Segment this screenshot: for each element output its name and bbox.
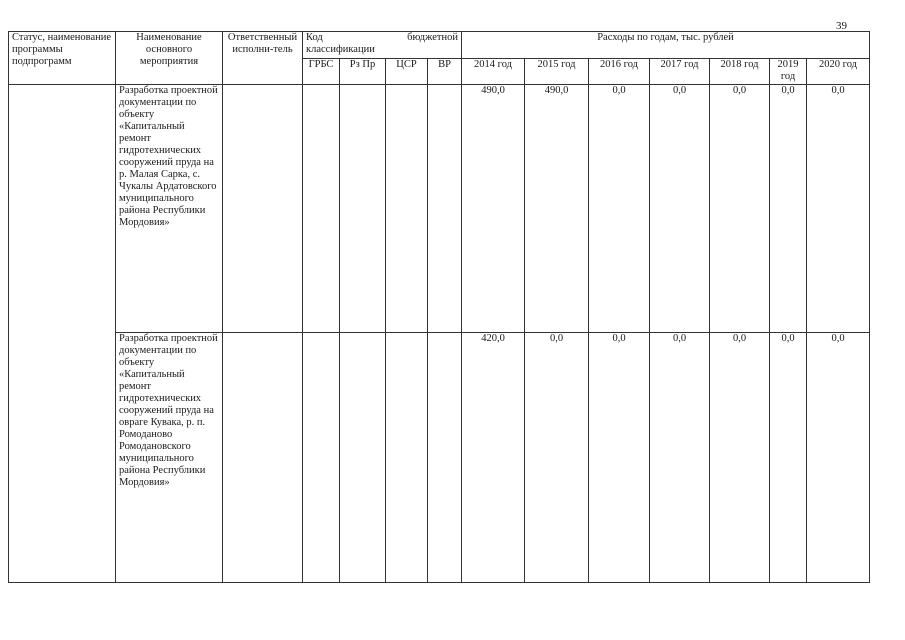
code-csr-cell [386,85,428,333]
code-vr-cell [428,333,462,583]
code-grbs-cell [303,333,340,583]
activity-name: Разработка проектной документации по объекту «Капитальный ремонт гидротехнических сооружений пруда на р. Малая Сарка, с. Чукалы Ардатовского муниципального района Республики Мордовия» [116,85,223,333]
header-expenses: Расходы по годам, тыс. рублей [462,32,870,59]
header-year-2014: 2014 год [462,59,525,85]
code-grbs-cell [303,85,340,333]
header-code-grbs: ГРБС [303,59,340,85]
value-2020: 0,0 [807,85,870,333]
table-row [9,333,870,583]
value-2018: 0,0 [710,333,770,583]
header-status: Статус, наименование программы подпрограмм [9,32,116,85]
value-2015: 0,0 [525,333,589,583]
header-year-2015: 2015 год [525,59,589,85]
header-budget-code-bottom: классификации [306,44,375,55]
header-year-2017: 2017 год [650,59,710,85]
value-2015: 490,0 [525,85,589,333]
header-year-2018: 2018 год [710,59,770,85]
value-2017: 0,0 [650,85,710,333]
header-year-2016: 2016 год [589,59,650,85]
value-2016: 0,0 [589,333,650,583]
value-2016: 0,0 [589,85,650,333]
value-2019: 0,0 [770,333,807,583]
header-budget-code [303,32,462,59]
header-code-rzpr: Рз Пр [340,59,386,85]
header-year-2020: 2020 год [807,59,870,85]
value-2014: 490,0 [462,85,525,333]
header-year-2019: 2019 год [770,59,807,85]
status-cell [9,85,116,583]
code-rzpr-cell [340,85,386,333]
header-budget-code-left: Код [306,32,323,43]
value-2018: 0,0 [710,85,770,333]
header-budget-code-right: бюджетной [407,32,459,43]
value-2014: 420,0 [462,333,525,583]
value-2019: 0,0 [770,85,807,333]
header-executor: Ответственный исполни-тель [223,32,303,85]
value-2017: 0,0 [650,333,710,583]
code-csr-cell [386,333,428,583]
header-code-csr: ЦСР [386,59,428,85]
activity-name: Разработка проектной документации по объекту «Капитальный ремонт гидротехнических сооружений пруда на овраге Кувака, р. п. Ромоданово Ромодановского муниципального района Республики Мордовия» [116,333,223,583]
code-vr-cell [428,85,462,333]
executor-cell [223,333,303,583]
budget-table [8,31,870,583]
value-2020: 0,0 [807,333,870,583]
table-row [9,85,870,333]
header-row-top [9,32,870,59]
header-activity: Наименование основного мероприятия [116,32,223,85]
header-code-vr: ВР [428,59,462,85]
page-number: 39 [836,20,847,32]
code-rzpr-cell [340,333,386,583]
executor-cell [223,85,303,333]
